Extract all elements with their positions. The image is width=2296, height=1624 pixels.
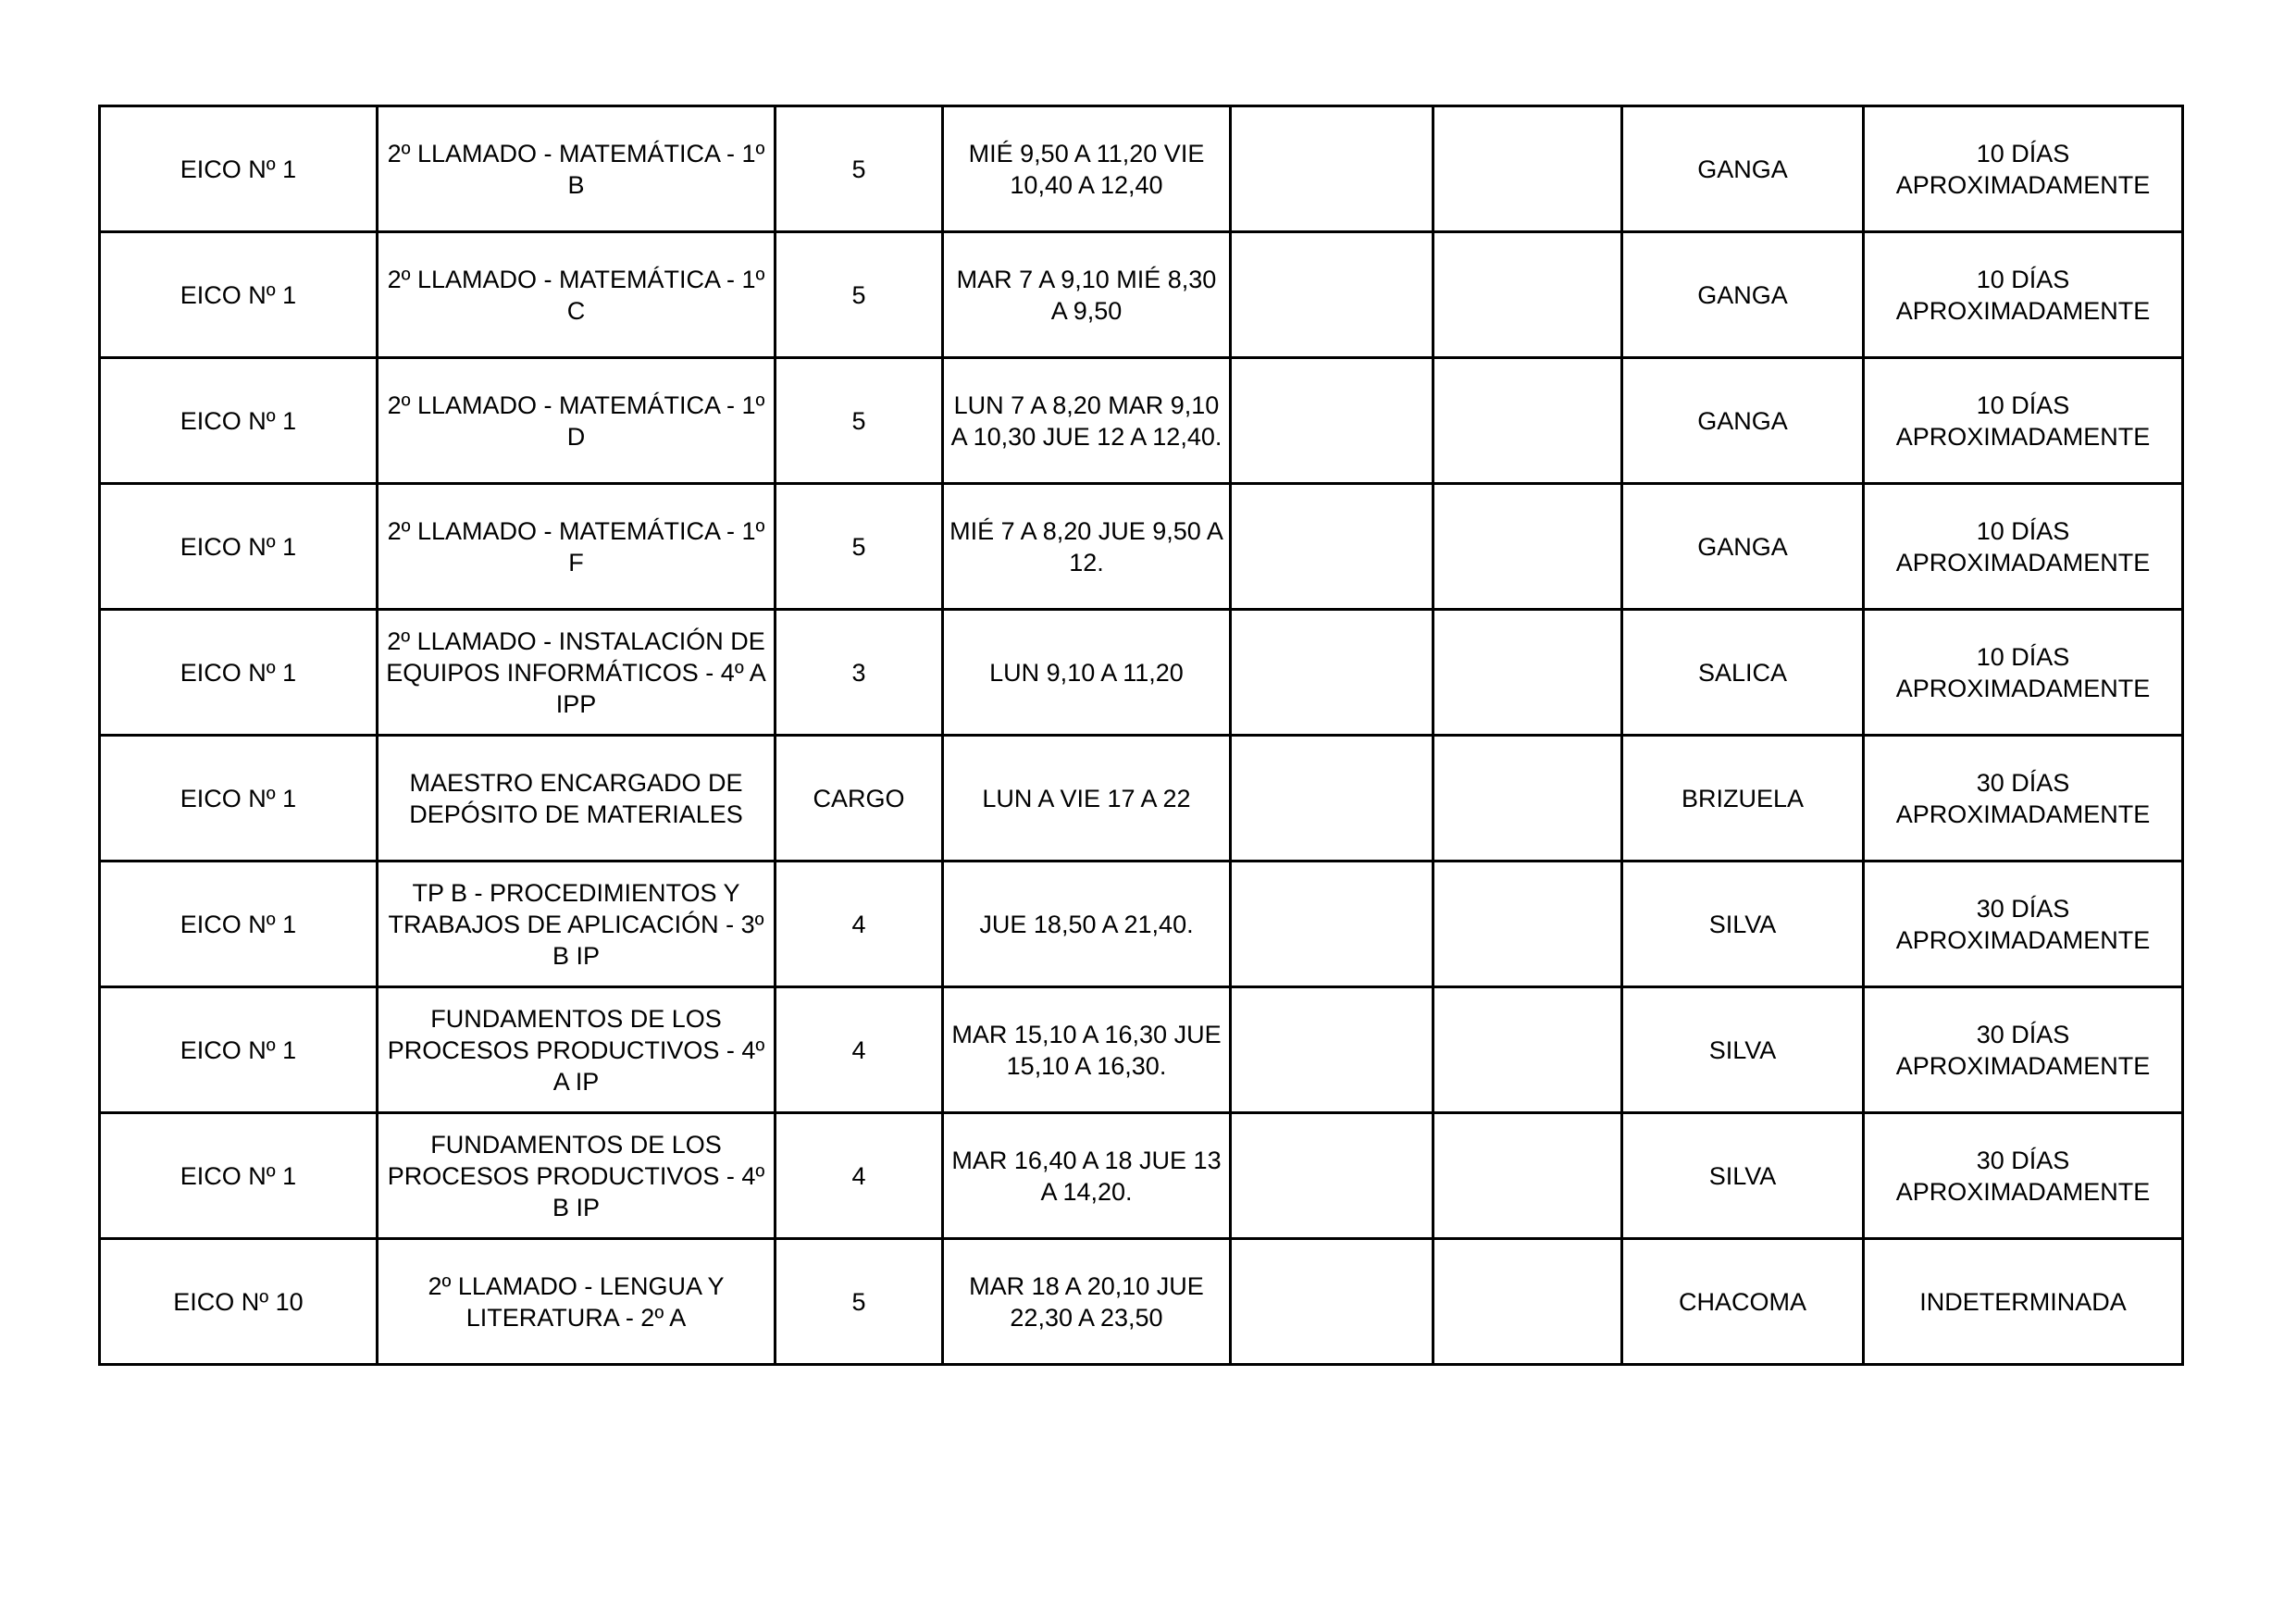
empty-cell xyxy=(1231,484,1433,610)
duration-cell: 10 DÍAS APROXIMADAMENTE xyxy=(1864,232,2183,358)
empty-cell xyxy=(1231,987,1433,1113)
duration-cell: 10 DÍAS APROXIMADAMENTE xyxy=(1864,610,2183,736)
schedule-cell: LUN 7 A 8,20 MAR 9,10 A 10,30 JUE 12 A 12,40. xyxy=(943,358,1231,484)
hours-cell: 3 xyxy=(776,610,943,736)
school-cell: EICO Nº 1 xyxy=(100,106,378,232)
empty-cell xyxy=(1231,232,1433,358)
table-row xyxy=(100,610,2183,736)
hours-cell: 4 xyxy=(776,1113,943,1239)
school-cell: EICO Nº 10 xyxy=(100,1239,378,1365)
school-cell: EICO Nº 1 xyxy=(100,232,378,358)
duration-cell: 10 DÍAS APROXIMADAMENTE xyxy=(1864,106,2183,232)
table-row xyxy=(100,358,2183,484)
empty-cell xyxy=(1231,1113,1433,1239)
school-cell: EICO Nº 1 xyxy=(100,358,378,484)
subject-cell: 2º LLAMADO - LENGUA Y LITERATURA - 2º A xyxy=(378,1239,776,1365)
hours-cell: CARGO xyxy=(776,736,943,862)
duration-cell: 30 DÍAS APROXIMADAMENTE xyxy=(1864,736,2183,862)
schedule-cell: MAR 18 A 20,10 JUE 22,30 A 23,50 xyxy=(943,1239,1231,1365)
table-row xyxy=(100,484,2183,610)
hours-cell: 5 xyxy=(776,484,943,610)
schedule-cell: MIÉ 7 A 8,20 JUE 9,50 A 12. xyxy=(943,484,1231,610)
schedule-cell: MAR 16,40 A 18 JUE 13 A 14,20. xyxy=(943,1113,1231,1239)
hours-cell: 5 xyxy=(776,358,943,484)
school-cell: EICO Nº 1 xyxy=(100,484,378,610)
vacancy-table xyxy=(98,105,2184,1366)
subject-cell: 2º LLAMADO - MATEMÁTICA - 1º C xyxy=(378,232,776,358)
table-row xyxy=(100,862,2183,987)
table-row xyxy=(100,1113,2183,1239)
empty-cell xyxy=(1433,862,1622,987)
table-row xyxy=(100,232,2183,358)
hours-cell: 5 xyxy=(776,106,943,232)
schedule-cell: MIÉ 9,50 A 11,20 VIE 10,40 A 12,40 xyxy=(943,106,1231,232)
duration-cell: INDETERMINADA xyxy=(1864,1239,2183,1365)
teacher-cell: BRIZUELA xyxy=(1622,736,1864,862)
empty-cell xyxy=(1433,736,1622,862)
subject-cell: 2º LLAMADO - MATEMÁTICA - 1º F xyxy=(378,484,776,610)
duration-cell: 30 DÍAS APROXIMADAMENTE xyxy=(1864,1113,2183,1239)
empty-cell xyxy=(1231,1239,1433,1365)
teacher-cell: GANGA xyxy=(1622,484,1864,610)
school-cell: EICO Nº 1 xyxy=(100,736,378,862)
teacher-cell: SILVA xyxy=(1622,862,1864,987)
empty-cell xyxy=(1433,484,1622,610)
school-cell: EICO Nº 1 xyxy=(100,862,378,987)
teacher-cell: SILVA xyxy=(1622,987,1864,1113)
teacher-cell: GANGA xyxy=(1622,232,1864,358)
empty-cell xyxy=(1231,106,1433,232)
empty-cell xyxy=(1433,106,1622,232)
empty-cell xyxy=(1433,1113,1622,1239)
teacher-cell: GANGA xyxy=(1622,106,1864,232)
school-cell: EICO Nº 1 xyxy=(100,1113,378,1239)
schedule-cell: MAR 7 A 9,10 MIÉ 8,30 A 9,50 xyxy=(943,232,1231,358)
subject-cell: FUNDAMENTOS DE LOS PROCESOS PRODUCTIVOS - 4º B IP xyxy=(378,1113,776,1239)
school-cell: EICO Nº 1 xyxy=(100,987,378,1113)
empty-cell xyxy=(1433,232,1622,358)
empty-cell xyxy=(1231,610,1433,736)
school-cell: EICO Nº 1 xyxy=(100,610,378,736)
duration-cell: 30 DÍAS APROXIMADAMENTE xyxy=(1864,987,2183,1113)
table-row xyxy=(100,106,2183,232)
teacher-cell: CHACOMA xyxy=(1622,1239,1864,1365)
schedule-cell: MAR 15,10 A 16,30 JUE 15,10 A 16,30. xyxy=(943,987,1231,1113)
teacher-cell: GANGA xyxy=(1622,358,1864,484)
empty-cell xyxy=(1433,358,1622,484)
duration-cell: 10 DÍAS APROXIMADAMENTE xyxy=(1864,358,2183,484)
empty-cell xyxy=(1433,1239,1622,1365)
table-row xyxy=(100,1239,2183,1365)
empty-cell xyxy=(1231,736,1433,862)
subject-cell: 2º LLAMADO - INSTALACIÓN DE EQUIPOS INFORMÁTICOS - 4º A IPP xyxy=(378,610,776,736)
subject-cell: MAESTRO ENCARGADO DE DEPÓSITO DE MATERIALES xyxy=(378,736,776,862)
empty-cell xyxy=(1433,987,1622,1113)
empty-cell xyxy=(1231,862,1433,987)
table-row xyxy=(100,736,2183,862)
subject-cell: 2º LLAMADO - MATEMÁTICA - 1º B xyxy=(378,106,776,232)
hours-cell: 5 xyxy=(776,1239,943,1365)
teacher-cell: SALICA xyxy=(1622,610,1864,736)
schedule-cell: LUN A VIE 17 A 22 xyxy=(943,736,1231,862)
hours-cell: 5 xyxy=(776,232,943,358)
duration-cell: 10 DÍAS APROXIMADAMENTE xyxy=(1864,484,2183,610)
subject-cell: FUNDAMENTOS DE LOS PROCESOS PRODUCTIVOS - 4º A IP xyxy=(378,987,776,1113)
schedule-cell: JUE 18,50 A 21,40. xyxy=(943,862,1231,987)
hours-cell: 4 xyxy=(776,862,943,987)
empty-cell xyxy=(1231,358,1433,484)
subject-cell: 2º LLAMADO - MATEMÁTICA - 1º D xyxy=(378,358,776,484)
table-row xyxy=(100,987,2183,1113)
schedule-cell: LUN 9,10 A 11,20 xyxy=(943,610,1231,736)
hours-cell: 4 xyxy=(776,987,943,1113)
teacher-cell: SILVA xyxy=(1622,1113,1864,1239)
subject-cell: TP B - PROCEDIMIENTOS Y TRABAJOS DE APLICACIÓN - 3º B IP xyxy=(378,862,776,987)
duration-cell: 30 DÍAS APROXIMADAMENTE xyxy=(1864,862,2183,987)
empty-cell xyxy=(1433,610,1622,736)
table-body xyxy=(100,106,2183,1365)
